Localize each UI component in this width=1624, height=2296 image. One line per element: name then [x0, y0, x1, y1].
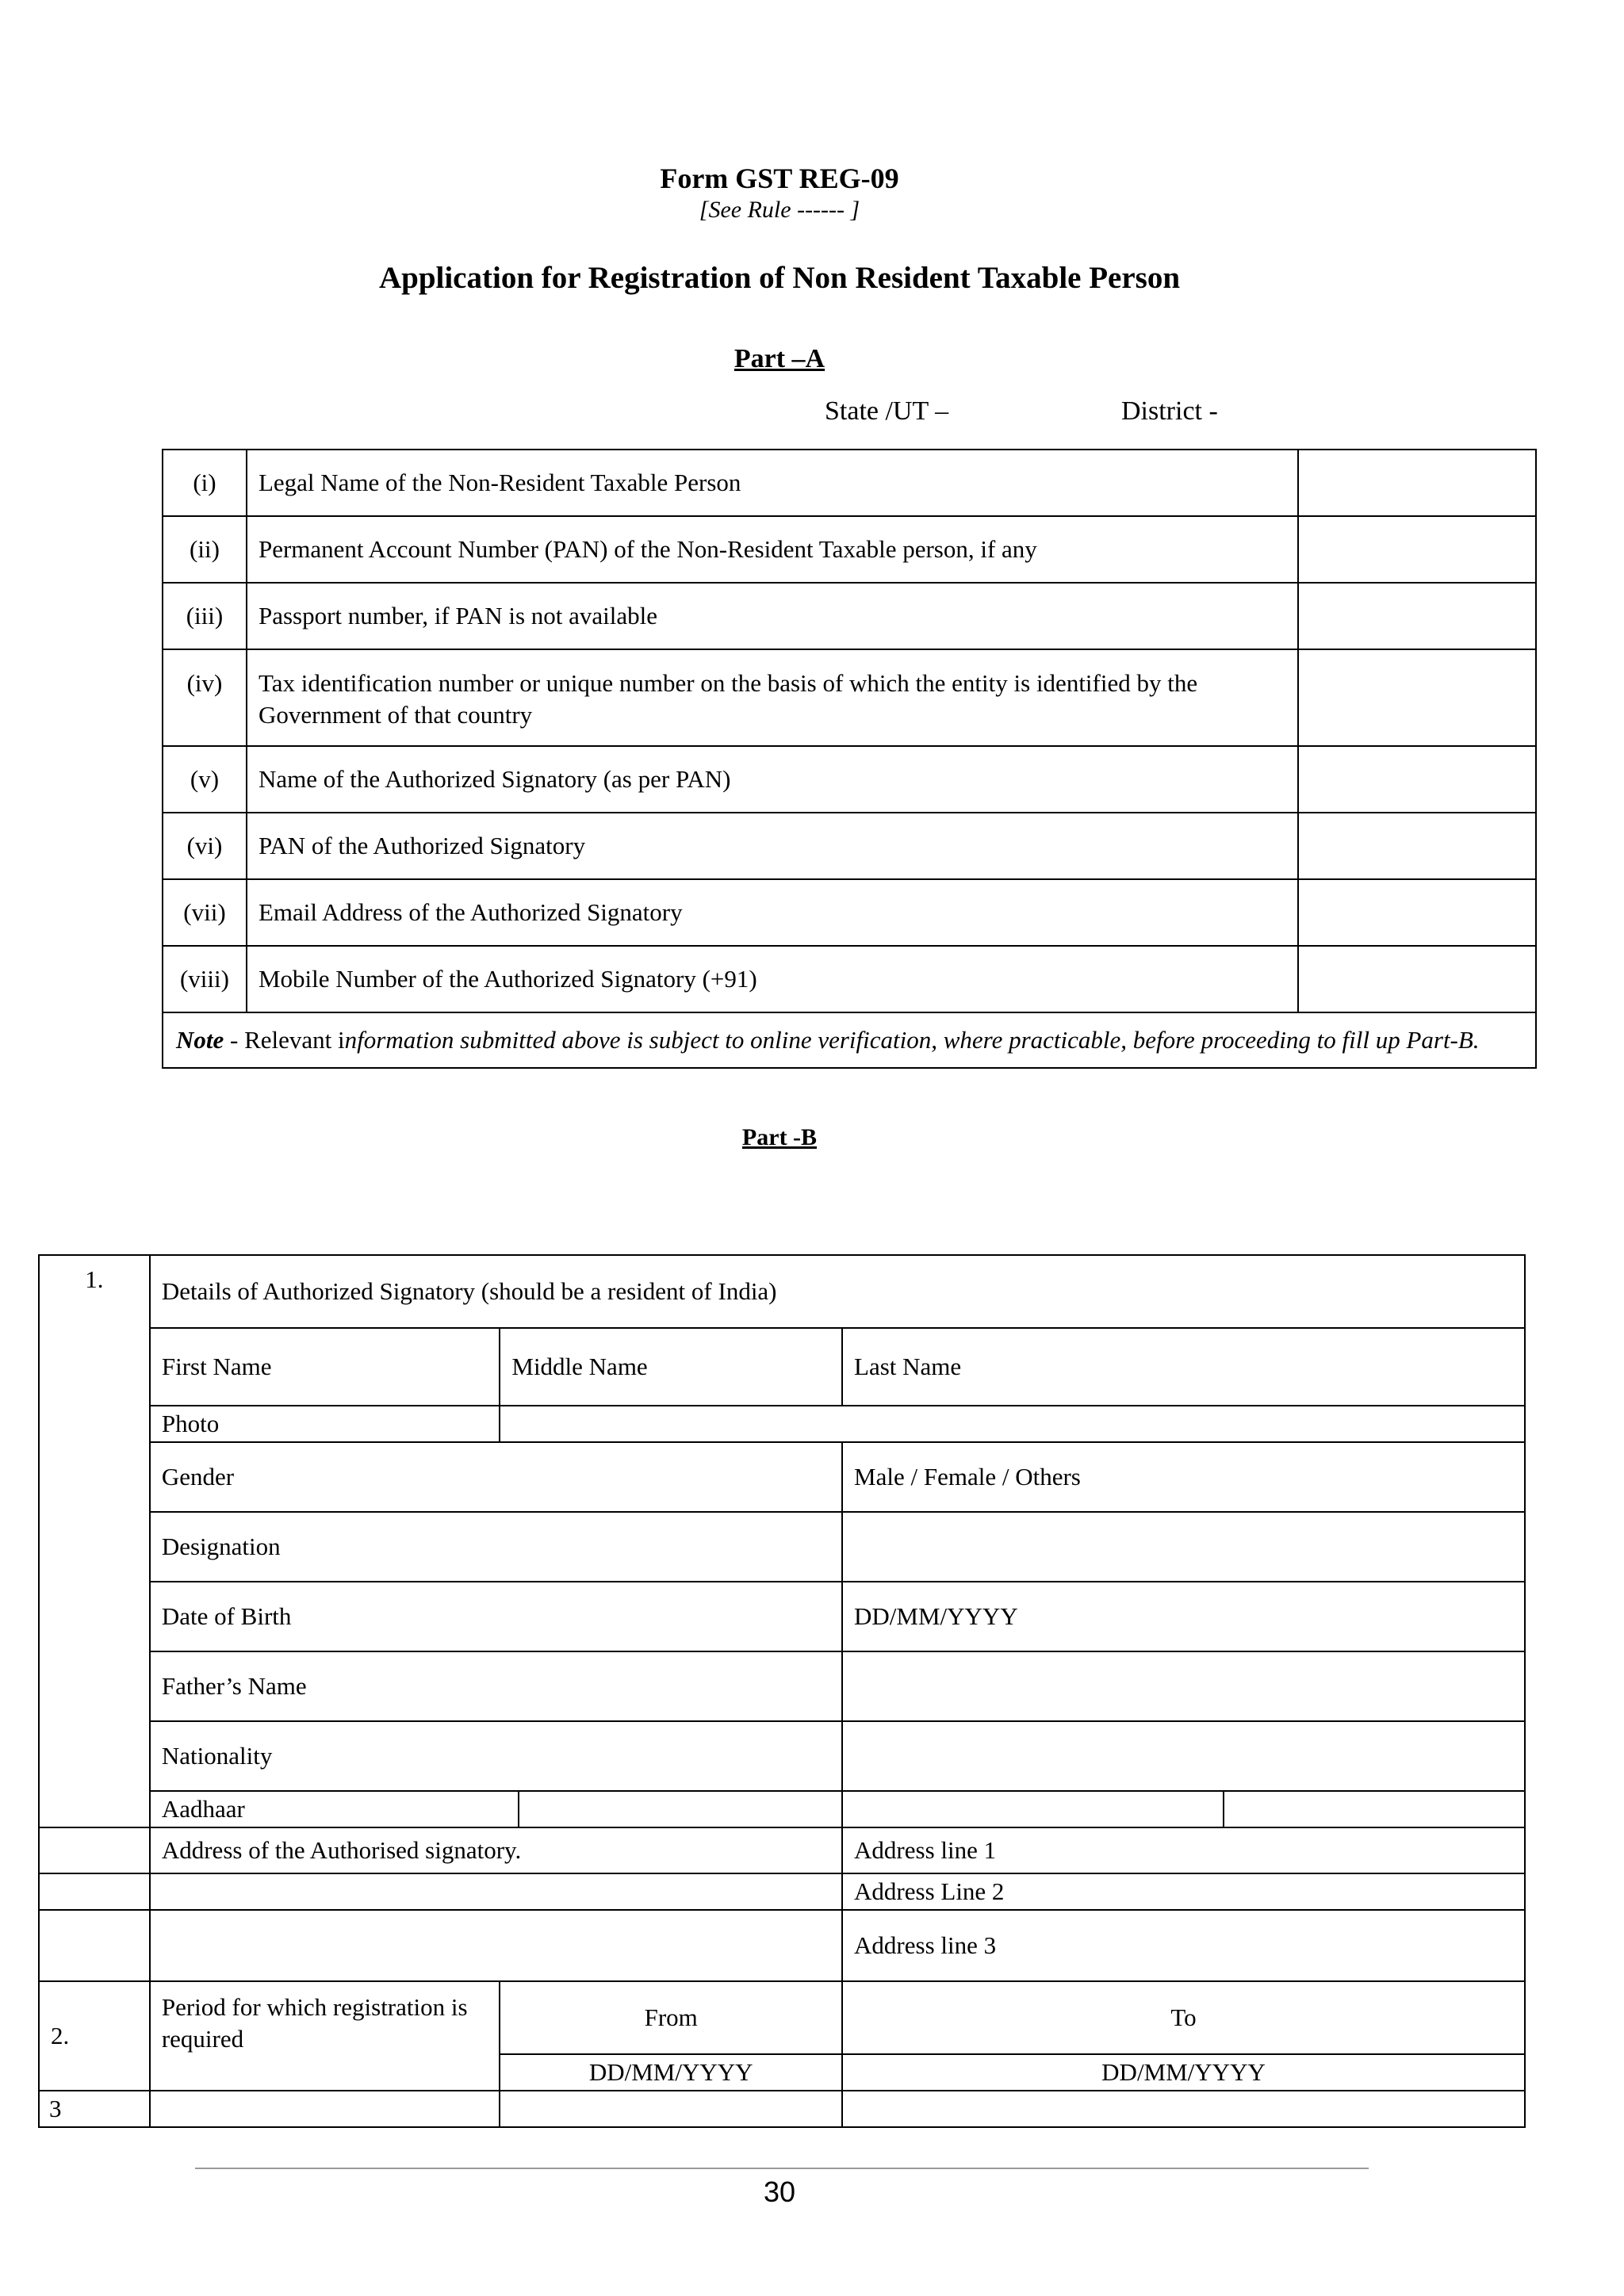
table-row	[39, 1328, 1525, 1406]
father-name-field[interactable]	[842, 1651, 1525, 1721]
table-row	[39, 1791, 1525, 1827]
blank-cell	[842, 2091, 1525, 2127]
aadhaar-field[interactable]	[519, 1791, 842, 1827]
state-ut-label: State /UT –	[825, 396, 949, 426]
aadhaar-field[interactable]	[1224, 1791, 1525, 1827]
answer-field[interactable]	[1298, 879, 1536, 946]
table-row	[39, 1827, 1525, 1873]
aadhaar-label: Aadhaar	[150, 1791, 519, 1827]
row-label: PAN of the Authorized Signatory	[247, 813, 1298, 879]
address-line-3[interactable]: Address line 3	[842, 1910, 1525, 1981]
row-number: (vi)	[163, 813, 247, 879]
address-line-2[interactable]: Address Line 2	[842, 1873, 1525, 1910]
gender-options[interactable]: Male / Female / Others	[842, 1442, 1525, 1512]
dob-label: Date of Birth	[150, 1582, 842, 1651]
row-number: (v)	[163, 746, 247, 813]
answer-field[interactable]	[1298, 516, 1536, 583]
section-1-number: 1.	[39, 1255, 150, 1827]
form-title: Form GST REG-09	[660, 163, 899, 194]
table-row	[39, 1512, 1525, 1582]
row-label: Permanent Account Number (PAN) of the Non-Resident Taxable person, if any	[247, 516, 1298, 583]
from-date-field[interactable]: DD/MM/YYYY	[500, 2054, 842, 2091]
gender-label: Gender	[150, 1442, 842, 1512]
period-label: Period for which registration is required	[150, 1981, 500, 2091]
blank-cell	[39, 1827, 150, 1873]
table-row	[39, 1910, 1525, 1981]
first-name-label: First Name	[150, 1328, 500, 1406]
address-line-1[interactable]: Address line 1	[842, 1827, 1525, 1873]
blank-cell	[150, 1873, 842, 1910]
table-row	[163, 879, 1536, 946]
table-row	[39, 2091, 1525, 2127]
aadhaar-field[interactable]	[842, 1791, 1224, 1827]
answer-field[interactable]	[1298, 946, 1536, 1012]
last-name-label: Last Name	[842, 1328, 1525, 1406]
row-label: Tax identification number or unique number on the basis of which the entity is identified by the Government of that country	[247, 649, 1298, 746]
part-b-table	[38, 1254, 1526, 2128]
page-title: Application for Registration of Non Resident Taxable Person	[378, 261, 1181, 295]
answer-field[interactable]	[1298, 746, 1536, 813]
dob-field[interactable]: DD/MM/YYYY	[842, 1582, 1525, 1651]
table-row	[39, 1582, 1525, 1651]
section-2-number: 2.	[39, 1981, 150, 2091]
table-row	[163, 450, 1536, 516]
row-number: (iii)	[163, 583, 247, 649]
row-label: Email Address of the Authorized Signatory	[247, 879, 1298, 946]
blank-cell	[39, 1910, 150, 1981]
middle-name-label: Middle Name	[500, 1328, 842, 1406]
row-label: Passport number, if PAN is not available	[247, 583, 1298, 649]
table-row	[163, 583, 1536, 649]
photo-field[interactable]	[500, 1406, 1525, 1442]
page-number: 30	[763, 2175, 796, 2208]
row-number: (vii)	[163, 879, 247, 946]
note-text: nformation submitted above is subject to online verification, where practicable, before proceeding to fill up Part-B.	[344, 1026, 1480, 1054]
table-row	[39, 1873, 1525, 1910]
blank-cell	[39, 1873, 150, 1910]
note	[163, 1012, 1536, 1068]
section-1-title: Details of Authorized Signatory (should be a resident of India)	[150, 1255, 1525, 1328]
note-row	[163, 1012, 1536, 1068]
nationality-label: Nationality	[150, 1721, 842, 1791]
table-row	[163, 649, 1536, 746]
nationality-field[interactable]	[842, 1721, 1525, 1791]
answer-field[interactable]	[1298, 450, 1536, 516]
row-label: Name of the Authorized Signatory (as per PAN)	[247, 746, 1298, 813]
answer-field[interactable]	[1298, 649, 1536, 746]
table-row	[39, 1255, 1525, 1328]
answer-field[interactable]	[1298, 813, 1536, 879]
part-a-heading: Part –A	[733, 344, 825, 373]
blank-cell	[150, 1910, 842, 1981]
row-number: (ii)	[163, 516, 247, 583]
see-rule-reference: [See Rule ------ ]	[699, 197, 860, 223]
designation-label: Designation	[150, 1512, 842, 1582]
designation-field[interactable]	[842, 1512, 1525, 1582]
photo-label: Photo	[150, 1406, 500, 1442]
blank-cell	[500, 2091, 842, 2127]
table-row	[163, 946, 1536, 1012]
table-row	[39, 1981, 1525, 2054]
note-label: Note	[176, 1026, 224, 1054]
row-number: (i)	[163, 450, 247, 516]
to-label: To	[842, 1981, 1525, 2054]
row-label: Legal Name of the Non-Resident Taxable Person	[247, 450, 1298, 516]
footer-divider	[195, 2168, 1369, 2169]
table-row	[39, 1406, 1525, 1442]
section-3-number: 3	[39, 2091, 150, 2127]
table-row	[39, 1442, 1525, 1512]
answer-field[interactable]	[1298, 583, 1536, 649]
row-number: (iv)	[163, 649, 247, 746]
district-label: District -	[1121, 396, 1218, 426]
to-date-field[interactable]: DD/MM/YYYY	[842, 2054, 1525, 2091]
row-number: (viii)	[163, 946, 247, 1012]
table-row	[163, 516, 1536, 583]
table-row	[39, 1721, 1525, 1791]
from-label: From	[500, 1981, 842, 2054]
blank-cell	[150, 2091, 500, 2127]
address-label: Address of the Authorised signatory.	[150, 1827, 842, 1873]
table-row	[163, 813, 1536, 879]
part-b-heading: Part -B	[741, 1124, 818, 1150]
father-name-label: Father’s Name	[150, 1651, 842, 1721]
table-row	[163, 746, 1536, 813]
note-text-start: - Relevant i	[224, 1026, 345, 1054]
part-a-table	[162, 449, 1537, 1069]
table-row	[39, 1651, 1525, 1721]
row-label: Mobile Number of the Authorized Signatory (+91)	[247, 946, 1298, 1012]
